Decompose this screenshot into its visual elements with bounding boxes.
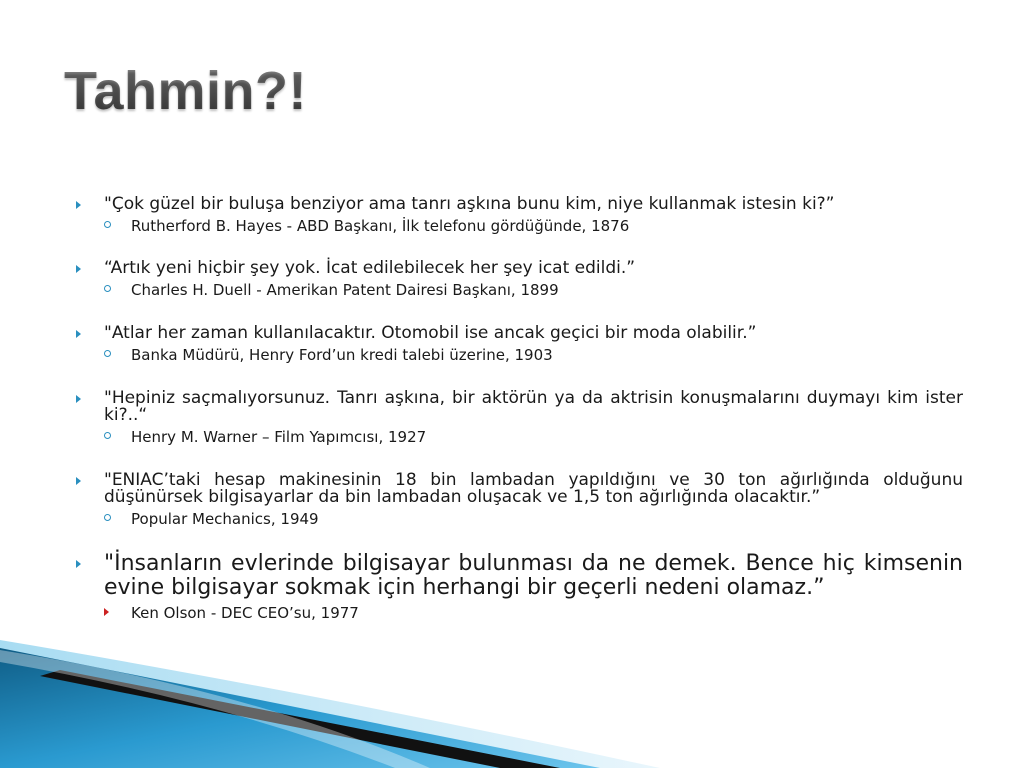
slide-title: Tahmin?! bbox=[64, 61, 307, 121]
circle-bullet-icon bbox=[104, 514, 111, 521]
circle-bullet-icon bbox=[104, 285, 111, 292]
arrow-bullet-icon bbox=[76, 395, 81, 403]
circle-bullet-icon bbox=[104, 350, 111, 357]
quote-text: "ENIAC’taki hesap makinesinin 18 bin lambadan yapıldığını ve 30 ton ağırlığında olduğunu düşünürsek bilgisayarlar da bin lambadan oluşacak ve 1,5 ton ağırlığında olacaktır.” bbox=[76, 472, 963, 506]
quote-source: Henry M. Warner – Film Yapımcısı, 1927 bbox=[76, 428, 963, 446]
arrow-bullet-icon bbox=[76, 201, 81, 209]
circle-bullet-icon bbox=[104, 221, 111, 228]
list-item bbox=[76, 260, 963, 299]
arrow-bullet-icon bbox=[76, 265, 81, 273]
list-item bbox=[76, 552, 963, 622]
circle-bullet-icon bbox=[104, 432, 111, 439]
quote-text: "Atlar her zaman kullanılacaktır. Otomobil ise ancak geçici bir moda olabilir.” bbox=[76, 325, 963, 342]
quote-source: Charles H. Duell - Amerikan Patent Dairesi Başkanı, 1899 bbox=[76, 281, 963, 299]
arrow-bullet-icon bbox=[76, 560, 81, 568]
list-item bbox=[76, 472, 963, 528]
quote-source: Banka Müdürü, Henry Ford’un kredi talebi üzerine, 1903 bbox=[76, 346, 963, 364]
red-arrow-bullet-icon bbox=[104, 608, 109, 616]
quote-source: Ken Olson - DEC CEO’su, 1977 bbox=[76, 604, 963, 622]
quote-text: "Hepiniz saçmalıyorsunuz. Tanrı aşkına, bir aktörün ya da aktrisin konuşmalarını duymayı kim ister ki?..“ bbox=[76, 390, 963, 424]
list-item bbox=[76, 325, 963, 364]
quote-source: Popular Mechanics, 1949 bbox=[76, 510, 963, 528]
quote-text: "İnsanların evlerinde bilgisayar bulunması da ne demek. Bence hiç kimsenin evine bilgisayar sokmak için herhangi bir geçerli nedeni olamaz.” bbox=[76, 552, 963, 600]
bullet-list bbox=[76, 196, 963, 622]
list-item bbox=[76, 196, 963, 235]
list-item bbox=[76, 390, 963, 446]
quote-text: "Çok güzel bir buluşa benziyor ama tanrı aşkına bunu kim, niye kullanmak istesin ki?” bbox=[76, 196, 963, 213]
quote-text: “Artık yeni hiçbir şey yok. İcat edilebilecek her şey icat edildi.” bbox=[76, 260, 963, 277]
arrow-bullet-icon bbox=[76, 477, 81, 485]
quote-source: Rutherford B. Hayes - ABD Başkanı, İlk telefonu gördüğünde, 1876 bbox=[76, 217, 963, 235]
arrow-bullet-icon bbox=[76, 330, 81, 338]
